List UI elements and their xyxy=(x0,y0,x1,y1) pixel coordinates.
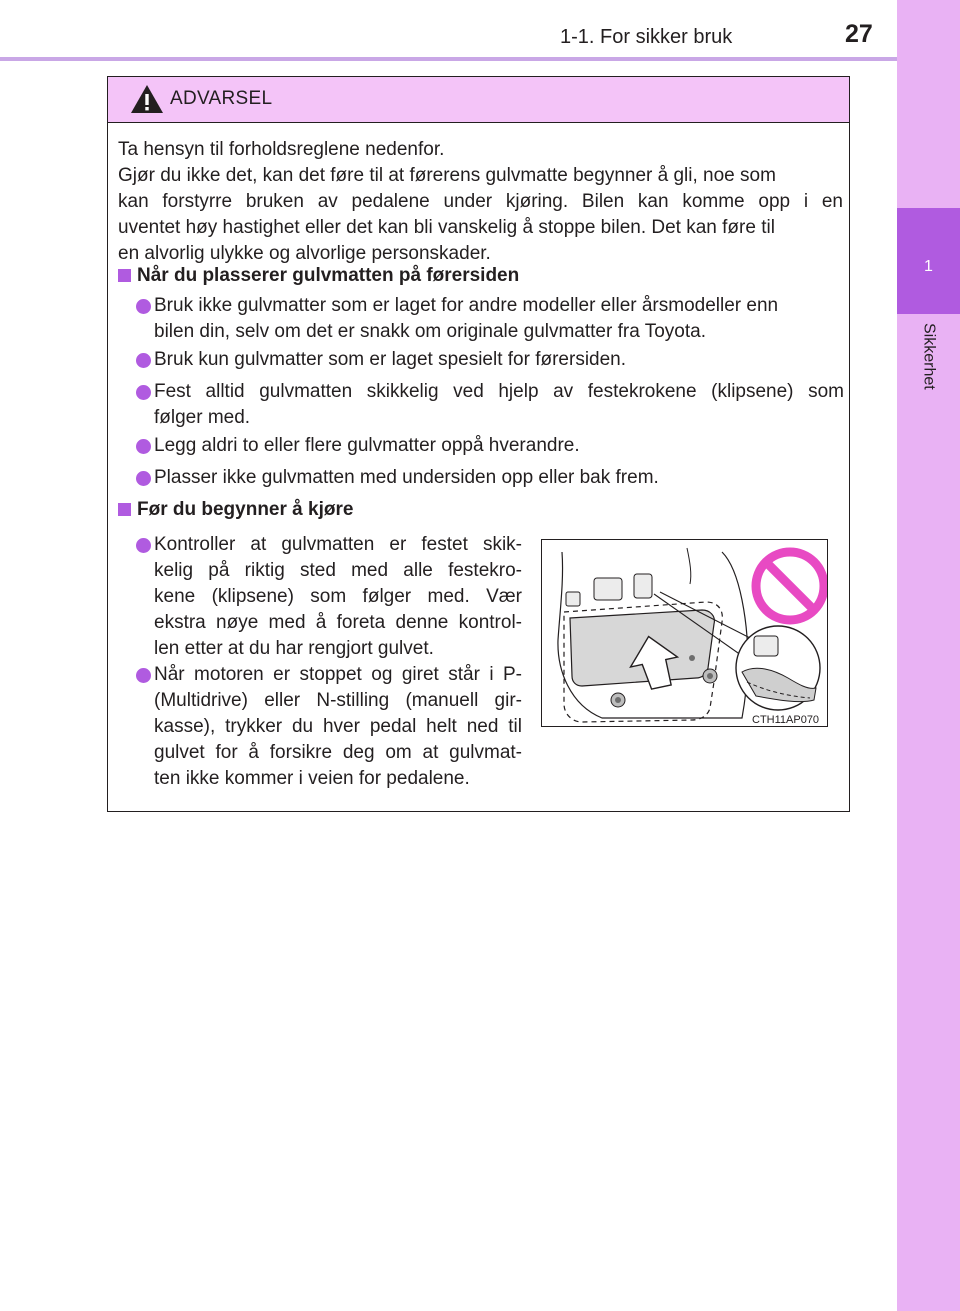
bullet-line: Fest alltid gulvmatten skikkelig ved hjelp av festekrokene (klipsene) som xyxy=(154,381,844,402)
section-square-icon xyxy=(118,503,131,516)
bullet-dot-icon xyxy=(136,668,151,683)
intro-line: Ta hensyn til forholdsreglene nedenfor. xyxy=(118,139,445,160)
prohibition-icon xyxy=(756,552,824,620)
bullet-line: ekstra nøye med å foreta denne kontrol- xyxy=(154,612,522,633)
section-heading: Når du plasserer gulvmatten på førersiden xyxy=(137,265,520,286)
intro-line: Gjør du ikke det, kan det føre til at førerens gulvmatte begynner å gli, noe som xyxy=(118,165,776,186)
bullet-dot-icon xyxy=(136,299,151,314)
warning-title: ADVARSEL xyxy=(170,88,273,109)
bullet-line: gulvet for å forsikre deg om at gulvmat- xyxy=(154,742,522,763)
bullet-line: kelig på riktig sted med alle festekro- xyxy=(154,560,522,581)
bullet-dot-icon xyxy=(136,439,151,454)
bullet-line: ten ikke kommer i veien for pedalene. xyxy=(154,768,470,789)
bullet-line: bilen din, selv om det er snakk om originale gulvmatter fra Toyota. xyxy=(154,321,706,342)
bullet-line: len etter at du har rengjort gulvet. xyxy=(154,638,434,659)
bullet-line: Plasser ikke gulvmatten med undersiden opp eller bak frem. xyxy=(154,467,659,488)
floor-mat-illustration xyxy=(542,540,828,727)
intro-line: uventet høy hastighet eller det kan bli vanskelig å stoppe bilen. Det kan føre til xyxy=(118,217,775,238)
page-number: 27 xyxy=(845,20,873,48)
intro-line: kan forstyrre bruken av pedalene under kjøring. Bilen kan komme opp i en xyxy=(118,191,843,212)
floor-mat-figure xyxy=(541,539,828,727)
bullet-dot-icon xyxy=(136,385,151,400)
bullet-line: (Multidrive) eller N-stilling (manuell gir- xyxy=(154,690,522,711)
bullet-line: Bruk kun gulvmatter som er laget spesielt for førersiden. xyxy=(154,349,627,370)
side-tab-strip xyxy=(897,0,960,1311)
bullet-dot-icon xyxy=(136,353,151,368)
bullet-line: Legg aldri to eller flere gulvmatter oppå hverandre. xyxy=(154,435,580,456)
section-square-icon xyxy=(118,269,131,282)
intro-line: en alvorlig ulykke og alvorlige personskader. xyxy=(118,243,491,264)
chapter-label: Sikkerhet xyxy=(920,323,938,390)
bullet-line: Når motoren er stoppet og giret står i P- xyxy=(154,664,522,685)
chapter-number: 1 xyxy=(924,258,933,275)
warning-triangle-icon xyxy=(130,84,164,114)
section-heading: Før du begynner å kjøre xyxy=(137,499,354,520)
bullet-line: kasse), trykker du hver pedal helt ned til xyxy=(154,716,522,737)
bullet-line: Kontroller at gulvmatten er festet skik- xyxy=(154,534,522,555)
bullet-dot-icon xyxy=(136,538,151,553)
bullet-line: følger med. xyxy=(154,407,251,428)
header-rule xyxy=(0,57,897,61)
bullet-line: kene (klipsene) som følger med. Vær xyxy=(154,586,522,607)
warning-header xyxy=(108,77,849,123)
figure-code: CTH11AP070 xyxy=(752,714,820,726)
section-title: 1-1. For sikker bruk xyxy=(560,26,733,48)
bullet-dot-icon xyxy=(136,471,151,486)
bullet-line: Bruk ikke gulvmatter som er laget for andre modeller eller årsmodeller enn xyxy=(154,295,779,316)
chapter-tab[interactable] xyxy=(897,208,960,314)
